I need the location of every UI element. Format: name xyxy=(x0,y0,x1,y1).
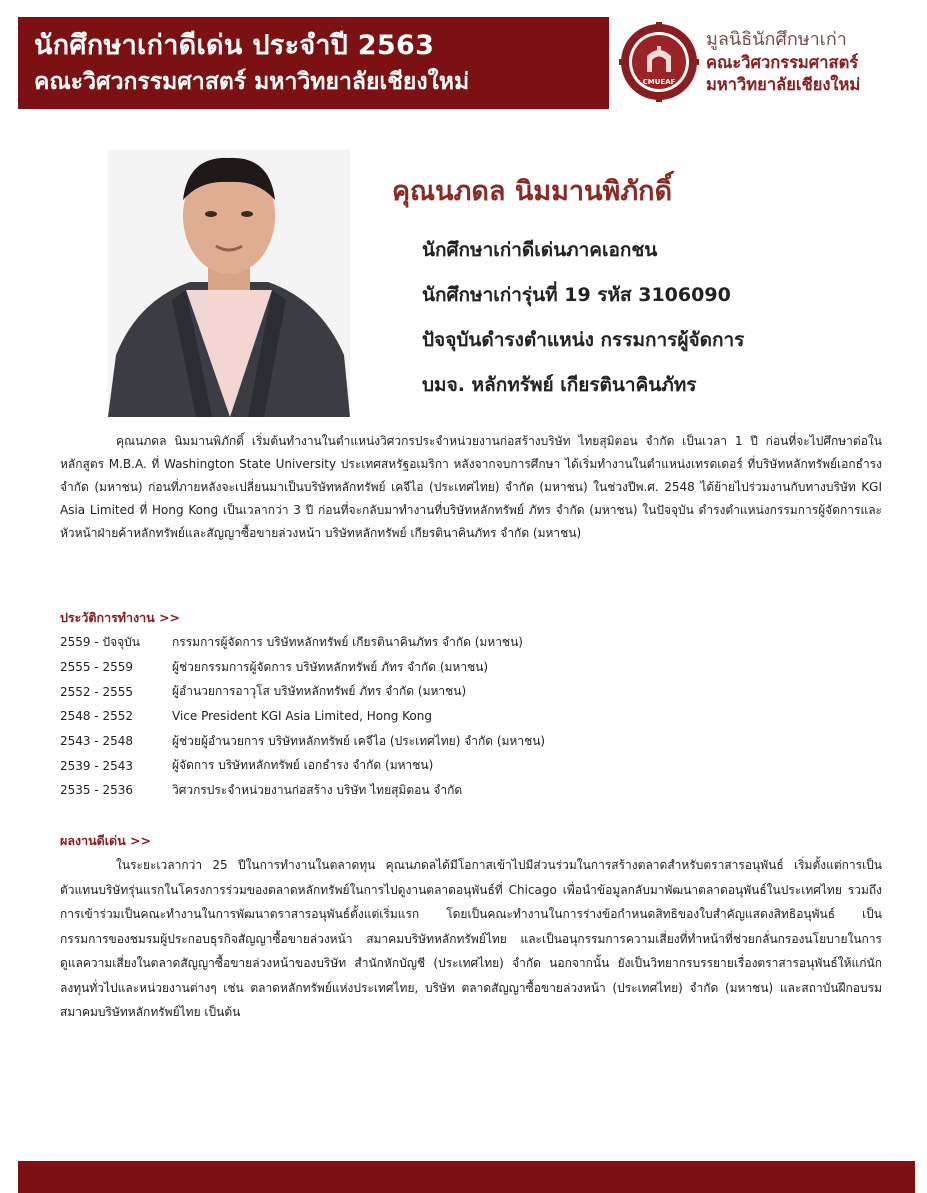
achievements-paragraph: ในระยะเวลากว่า 25 ปีในการทำงานในตลาดทุน คุณนภดลได้มีโอกาสเข้าไปมีส่วนร่วมในการสร้างตลาดสำหรับตราสารอนุพันธ์ เริ่มตั้งแต่การเป็นตัวแทนบริษัทรุ่นแรกในโครงการร่วมของตลาดหลักทรัพย์ในการไปดูงานตลาดอนุพันธ์ที่ Chicago เพื่อนำข้อมูลกลับมาพัฒนาตลาดอนุพันธ์ในประเทศไทย รวมถึง การเข้าร่วมเป็นคณะทำงานในการพัฒนาตราสารอนุพันธ์ตั้งแต่เริ่มแรก โดยเป็นคณะทำงานในการร่างข้อกำหนดสิทธิของใบสำคัญแสดงสิทธิอนุพันธ์ เป็นกรรมการของชมรมผู้ประกอบธุรกิจสัญญาซื้อขายล่วงหน้า สมาคมบริษัทหลักทรัพย์ไทย และเป็นอนุกรรมการความเสี่ยงที่ทำหน้าที่ช่วยกลั่นกรองนโยบายในการดูแลความเสี่ยงในตลาดสัญญาซื้อขายล่วงหน้าของบริษัท สำนักหักบัญชี (ประเทศไทย) จำกัด นอกจากนั้น ยังเป็นวิทยากรบรรยายเรื่องตราสารอนุพันธ์ให้แก่นักลงทุนทั่วไปและหน่วยงานต่างๆ เช่น ตลาดหลักทรัพย์แห่งประเทศไทย, บริษัท ตลาดสัญญาซื้อขายล่วงหน้า (ประเทศไทย) จำกัด (มหาชน) และสถาบันฝึกอบรม สมาคมบริษัทหลักทรัพย์ไทย เป็นต้น xyxy=(60,858,882,1019)
work-description: Vice President KGI Asia Limited, Hong Kong xyxy=(172,709,432,724)
work-period: 2552 - 2555 xyxy=(60,684,134,699)
profile-alumni: นักศึกษาเก่ารุ่นที่ 19 รหัส 3106090 xyxy=(422,284,731,306)
foundation-name xyxy=(706,28,911,96)
work-history-row xyxy=(60,729,890,754)
work-description: วิศวกรประจำหน่วยงานก่อสร้าง บริษัท ไทยสุมิตอน จำกัด xyxy=(172,782,463,797)
work-period: 2543 - 2548 xyxy=(60,734,134,749)
foundation-line-2: คณะวิศวกรรมศาสตร์ xyxy=(706,53,859,72)
foundation-line-3: มหาวิทยาลัยเชียงใหม่ xyxy=(706,75,861,94)
footer-bar xyxy=(18,1161,915,1193)
profile-position: ปัจจุบันดำรงตำแหน่ง กรรมการผู้จัดการ xyxy=(422,329,745,351)
work-description: ผู้ช่วยผู้อำนวยการ บริษัทหลักทรัพย์ เคจีไอ (ประเทศไทย) จำกัด (มหาชน) xyxy=(172,733,546,748)
work-history-row xyxy=(60,630,890,655)
work-period: 2548 - 2552 xyxy=(60,709,134,724)
work-period: 2559 - ปัจจุบัน xyxy=(60,634,140,649)
foundation-line-1: มูลนิธินักศึกษาเก่า xyxy=(706,29,847,50)
profile-name: คุณนภดล นิมมานพิภักดิ์ xyxy=(392,176,672,207)
foundation-seal-icon xyxy=(619,22,699,102)
work-history-row xyxy=(60,679,890,704)
profile-block xyxy=(392,170,912,408)
achievements-heading: ผลงานดีเด่น >> xyxy=(60,833,152,848)
work-history-row xyxy=(60,753,890,778)
work-description: ผู้จัดการ บริษัทหลักทรัพย์ เอกธำรง จำกัด (มหาชน) xyxy=(172,758,434,773)
work-period: 2535 - 2536 xyxy=(60,783,134,798)
work-description: กรรมการผู้จัดการ บริษัทหลักทรัพย์ เกียรตินาคินภัทร จำกัด (มหาชน) xyxy=(172,634,523,649)
title-banner xyxy=(18,17,609,109)
profile-company: บมจ. หลักทรัพย์ เกียรตินาคินภัทร xyxy=(422,374,697,396)
work-history-heading: ประวัติการทำงาน >> xyxy=(60,610,181,625)
profile-award: นักศึกษาเก่าดีเด่นภาคเอกชน xyxy=(422,239,658,261)
work-period: 2555 - 2559 xyxy=(60,660,134,675)
work-description: ผู้อำนวยการอาวุโส บริษัทหลักทรัพย์ ภัทร จำกัด (มหาชน) xyxy=(172,684,467,699)
intro-paragraph: คุณนภดล นิมมานพิภักดิ์ เริ่มต้นทำงานในตำแหน่งวิศวกรประจำหน่วยงานก่อสร้างบริษัท ไทยสุมิตอน จำกัด เป็นเวลา 1 ปี ก่อนที่จะไปศึกษาต่อในหลักสูตร M.B.A. ที่ Washington State University ประเทศสหรัฐอเมริกา หลังจากจบการศึกษา ได้เริ่มทำงานในตำแหน่งเทรดเดอร์ ที่บริษัทหลักทรัพย์เอกธำรง จำกัด (มหาชน) ก่อนที่ภายหลังจะเปลี่ยนมาเป็นบริษัทหลักทรัพย์ เคจีไอ (ประเทศไทย) จำกัด (มหาชน) ในช่วงปีพ.ศ. 2548 ได้ย้ายไปร่วมงานกับทางบริษัท KGI Asia Limited ที่ Hong Kong เป็นเวลากว่า 3 ปี ก่อนที่จะกลับมาทำงานที่บริษัทหลักทรัพย์ ภัทร จำกัด (มหาชน) ในปัจจุบัน ดำรงตำแหน่งกรรมการผู้จัดการและหัวหน้าฝ่ายค้าหลักทรัพย์และสัญญาซื้อขายล่วงหน้า บริษัทหลักทรัพย์ เกียรตินาคินภัทร จำกัด (มหาชน) xyxy=(60,434,882,540)
work-history-list xyxy=(60,630,890,803)
work-period: 2539 - 2543 xyxy=(60,758,134,773)
banner-title: นักศึกษาเก่าดีเด่น ประจำปี 2563 xyxy=(34,30,435,61)
banner-subtitle: คณะวิศวกรรมศาสตร์ มหาวิทยาลัยเชียงใหม่ xyxy=(34,69,470,95)
work-description: ผู้ช่วยกรรมการผู้จัดการ บริษัทหลักทรัพย์ ภัทร จำกัด (มหาชน) xyxy=(172,659,489,674)
work-history-row xyxy=(60,704,890,729)
portrait-photo xyxy=(108,150,350,417)
seal-text: CMUEAF xyxy=(642,78,676,86)
work-history-row xyxy=(60,655,890,680)
work-history-row xyxy=(60,778,890,803)
